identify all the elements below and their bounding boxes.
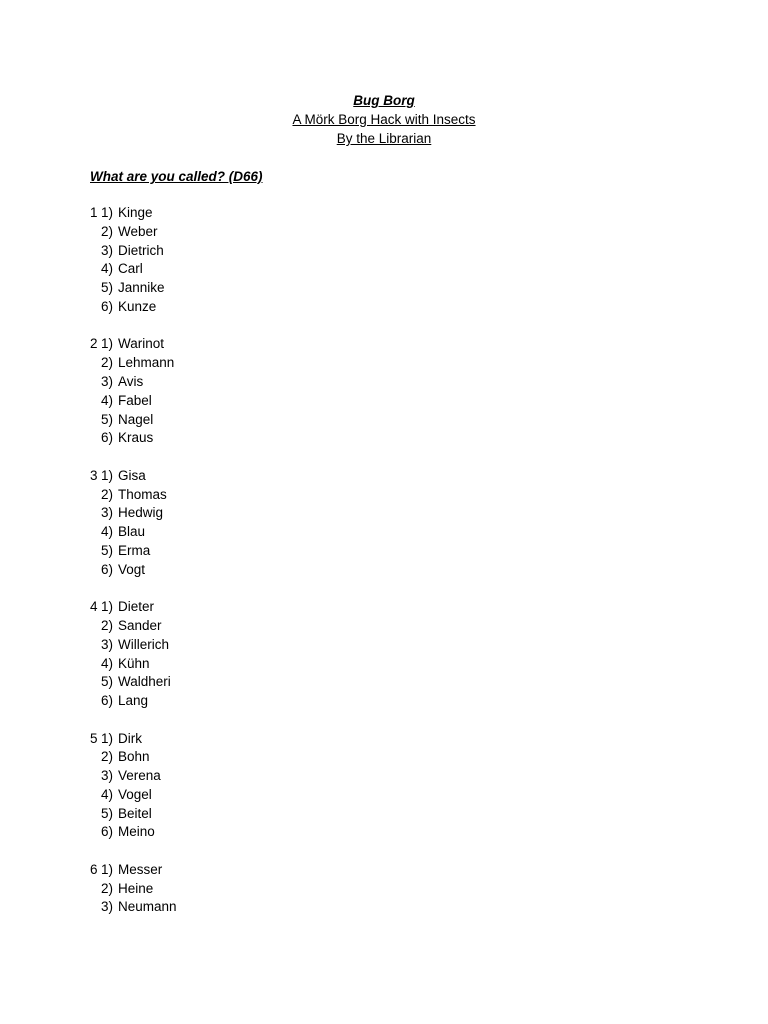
group-number — [90, 260, 101, 279]
group-number — [90, 242, 101, 261]
list-item — [90, 636, 177, 655]
list-item — [90, 542, 177, 561]
name-value: Erma — [118, 542, 151, 558]
group-number: 4 — [90, 599, 98, 615]
group-number: 2 — [90, 336, 98, 352]
group-number — [90, 673, 101, 692]
list-item — [90, 748, 177, 767]
roll-label: 5) — [101, 674, 114, 690]
group-number — [90, 561, 101, 580]
group-number: 1 — [90, 205, 98, 220]
group-number — [90, 655, 101, 674]
roll-label: 3) — [101, 636, 114, 652]
group-number — [90, 692, 101, 711]
roll-label: 5) — [101, 805, 114, 821]
roll-label: 6) — [101, 824, 114, 840]
name-value: Hedwig — [118, 505, 164, 521]
group-number — [90, 486, 101, 505]
group-number — [90, 411, 101, 430]
name-value: Kühn — [118, 655, 150, 671]
group-number — [90, 373, 101, 392]
name-value: Lehmann — [118, 355, 175, 371]
name-value: Dirk — [118, 730, 142, 746]
name-value: Sander — [118, 617, 162, 633]
group-number — [90, 767, 101, 786]
name-value: Warinot — [118, 336, 165, 352]
group-number — [90, 617, 101, 636]
name-value: Dieter — [118, 599, 155, 615]
list-item — [90, 823, 177, 842]
document-subtitle: A Mörk Borg Hack with Insects — [292, 112, 476, 127]
list-item — [90, 692, 177, 711]
list-item — [90, 504, 177, 523]
group-number — [90, 898, 101, 917]
list-item — [90, 861, 177, 880]
list-item — [90, 298, 177, 317]
roll-label: 2) — [101, 486, 114, 502]
roll-label: 5) — [101, 542, 114, 558]
list-item — [90, 279, 177, 298]
group-number — [90, 805, 101, 824]
list-item — [90, 805, 177, 824]
roll-label: 3) — [101, 373, 114, 389]
roll-label: 3) — [101, 242, 114, 258]
group-number — [90, 748, 101, 767]
name-table — [90, 204, 177, 936]
name-value: Kunze — [118, 298, 157, 314]
group-number — [90, 636, 101, 655]
name-group — [90, 861, 177, 917]
name-value: Neumann — [118, 899, 177, 915]
list-item — [90, 598, 177, 617]
list-item — [90, 392, 177, 411]
roll-label: 2) — [101, 880, 114, 896]
list-item — [90, 767, 177, 786]
group-number: 5 — [90, 730, 98, 746]
name-group — [90, 335, 177, 448]
list-item — [90, 411, 177, 430]
roll-label: 4) — [101, 655, 114, 671]
list-item — [90, 786, 177, 805]
list-item — [90, 204, 177, 223]
list-item — [90, 429, 177, 448]
name-value: Verena — [118, 768, 161, 784]
name-value: Willerich — [118, 636, 170, 652]
list-item — [90, 561, 177, 580]
group-number — [90, 279, 101, 298]
group-number — [90, 298, 101, 317]
group-number — [90, 786, 101, 805]
group-number — [90, 542, 101, 561]
list-item — [90, 655, 177, 674]
name-value: Meino — [118, 824, 155, 840]
name-value: Beitel — [118, 805, 152, 821]
roll-label: 4) — [101, 261, 114, 277]
name-value: Avis — [118, 373, 144, 389]
name-value: Dietrich — [118, 242, 164, 258]
list-item — [90, 242, 177, 261]
group-number: 3 — [90, 467, 98, 483]
roll-label: 1) — [101, 730, 114, 746]
list-item — [90, 486, 177, 505]
list-item — [90, 673, 177, 692]
name-value: Bohn — [118, 749, 150, 765]
list-item — [90, 373, 177, 392]
name-value: Fabel — [118, 392, 152, 408]
roll-label: 5) — [101, 411, 114, 427]
name-value: Vogel — [118, 786, 152, 802]
group-number — [90, 392, 101, 411]
name-value: Gisa — [118, 467, 146, 483]
list-item — [90, 223, 177, 242]
group-number: 6 — [90, 861, 98, 877]
roll-label: 1) — [101, 205, 114, 220]
list-item — [90, 730, 177, 749]
roll-label: 3) — [101, 505, 114, 521]
roll-label: 2) — [101, 223, 114, 239]
roll-label: 6) — [101, 693, 114, 709]
roll-label: 2) — [101, 749, 114, 765]
roll-label: 3) — [101, 768, 114, 784]
list-item — [90, 335, 177, 354]
name-group — [90, 204, 177, 317]
section-heading: What are you called? (D66) — [90, 169, 263, 184]
name-value: Kinge — [118, 205, 153, 220]
name-value: Waldheri — [118, 674, 171, 690]
group-number — [90, 523, 101, 542]
name-value: Blau — [118, 524, 146, 540]
group-number — [90, 223, 101, 242]
document-byline: By the Librarian — [336, 131, 432, 146]
list-item — [90, 880, 177, 899]
name-group — [90, 730, 177, 843]
name-value: Jannike — [118, 280, 165, 296]
name-value: Vogt — [118, 561, 146, 577]
name-value: Heine — [118, 880, 154, 896]
roll-label: 6) — [101, 430, 114, 446]
group-number — [90, 354, 101, 373]
roll-label: 5) — [101, 280, 114, 296]
name-group — [90, 598, 177, 711]
document-title: Bug Borg — [353, 93, 415, 108]
roll-label: 3) — [101, 899, 114, 915]
name-value: Carl — [118, 261, 143, 277]
roll-label: 4) — [101, 392, 114, 408]
list-item — [90, 260, 177, 279]
roll-label: 2) — [101, 617, 114, 633]
name-value: Nagel — [118, 411, 154, 427]
list-item — [90, 523, 177, 542]
name-value: Kraus — [118, 430, 154, 446]
roll-label: 6) — [101, 298, 114, 314]
roll-label: 1) — [101, 467, 114, 483]
roll-label: 1) — [101, 861, 114, 877]
roll-label: 1) — [101, 336, 114, 352]
list-item — [90, 617, 177, 636]
group-number — [90, 504, 101, 523]
roll-label: 6) — [101, 561, 114, 577]
name-value: Thomas — [118, 486, 167, 502]
roll-label: 4) — [101, 524, 114, 540]
roll-label: 4) — [101, 786, 114, 802]
group-number — [90, 823, 101, 842]
roll-label: 1) — [101, 599, 114, 615]
document-header — [0, 91, 768, 148]
name-value: Messer — [118, 861, 163, 877]
list-item — [90, 467, 177, 486]
group-number — [90, 429, 101, 448]
name-group — [90, 467, 177, 580]
name-value: Lang — [118, 693, 149, 709]
roll-label: 2) — [101, 355, 114, 371]
name-value: Weber — [118, 223, 158, 239]
group-number — [90, 880, 101, 899]
list-item — [90, 354, 177, 373]
list-item — [90, 898, 177, 917]
